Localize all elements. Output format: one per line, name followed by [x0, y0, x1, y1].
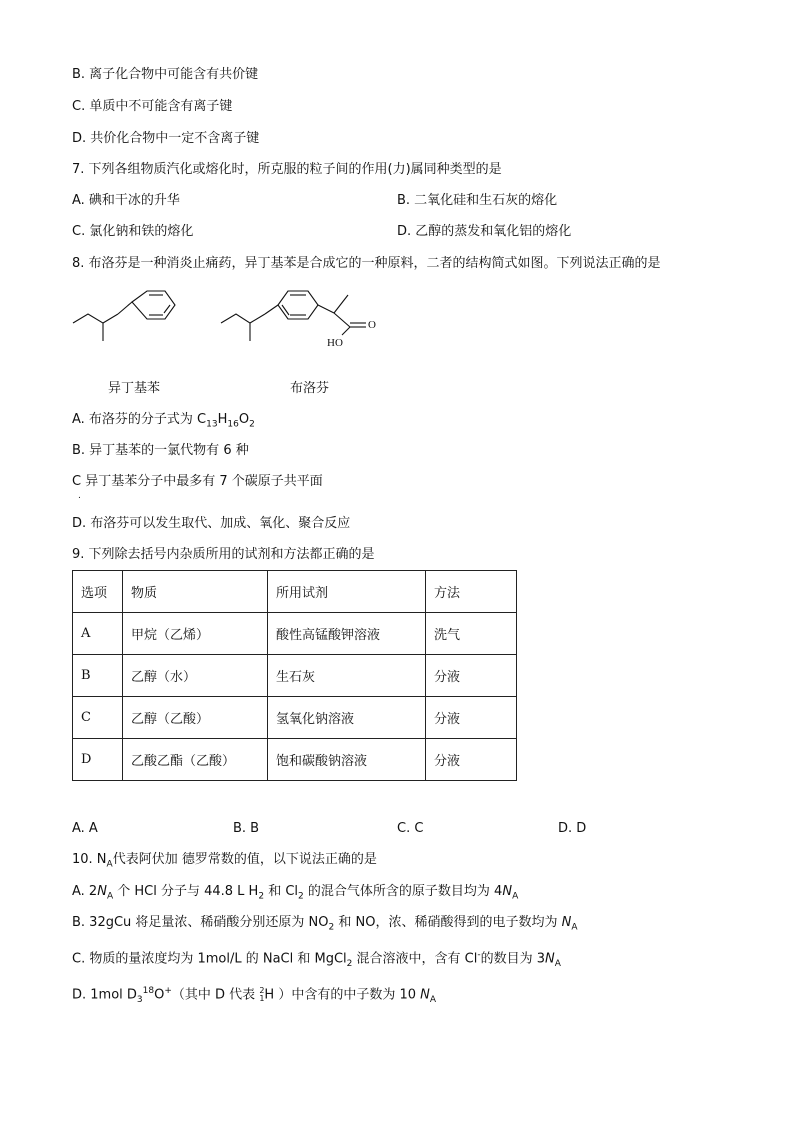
table-row — [73, 739, 517, 781]
q10-d-part: 18 — [142, 986, 155, 996]
q9-table — [72, 570, 517, 781]
q10-d-part: （其中 D 代表 — [171, 987, 260, 1003]
q10-d-part: 3 — [136, 994, 143, 1005]
q6-option-c: C. 单质中不可能含有离子键 — [72, 99, 233, 114]
q10-a-part: 的混合气体所含的原子数目均为 4 — [303, 884, 503, 899]
q10-b-part: N — [561, 915, 572, 930]
cell-option: B — [73, 655, 123, 697]
q10-d-mass-number: 2 — [259, 985, 265, 995]
cell-substance: 乙醇（乙酸） — [123, 697, 268, 739]
q8-a-text: A. 布洛芬的分子式为 C — [72, 412, 207, 427]
isobutylbenzene-structure — [73, 291, 175, 341]
q8-a-h: H — [217, 412, 228, 427]
q10-d-part: D. 1mol D — [72, 987, 137, 1003]
q10-a-part: 2 — [258, 891, 265, 902]
q7-option-b: B. 二氧化硅和生石灰的熔化 — [397, 193, 558, 208]
q10-b-part: 2 — [328, 922, 335, 933]
q7-option-a: A. 碘和干冰的升华 — [72, 193, 180, 208]
table-header-row — [73, 571, 517, 613]
q9-stem: 9. 下列除去括号内杂质所用的试剂和方法都正确的是 — [72, 547, 375, 562]
cell-reagent: 饱和碳酸钠溶液 — [268, 739, 426, 781]
cell-substance: 乙醇（水） — [123, 655, 268, 697]
q6-option-d: D. 共价化合物中一定不含离子键 — [72, 131, 260, 146]
cell-method: 分液 — [426, 697, 517, 739]
q10-option-b — [72, 914, 578, 937]
q9-answer-b: B. B — [233, 821, 260, 836]
q10-stem — [72, 851, 377, 874]
q10-a-part: N — [502, 884, 513, 899]
q10-c-part: N — [545, 951, 555, 967]
q10-a-part: 个 HCl 分子与 44.8 L H — [113, 884, 259, 899]
q10-d-part: H ）中含有的中子数为 10 — [264, 987, 421, 1003]
structure-diagram — [68, 285, 398, 365]
q7-stem: 7. 下列各组物质汽化或熔化时，所克服的粒子间的作用(力)属同种类型的是 — [72, 162, 502, 177]
q10-a-part: 2 — [298, 891, 304, 902]
q8-option-d: D. 布洛芬可以发生取代、加成、氧化、聚合反应 — [72, 516, 351, 531]
cell-substance: 乙酸乙酯（乙酸） — [123, 739, 268, 781]
q6-option-b: B. 离子化合物中可能含有共价键 — [72, 67, 259, 82]
q10-c-part: - — [477, 950, 481, 960]
cell-substance: 甲烷（乙烯） — [123, 613, 268, 655]
cell-option: A — [73, 613, 123, 655]
q10-b-part: B. 32gCu 将足量浓、稀硝酸分别还原为 NO — [72, 915, 329, 930]
cell-method: 洗气 — [426, 613, 517, 655]
q9-answer-a: A. A — [72, 821, 98, 836]
header-method: 方法 — [426, 571, 517, 613]
q10-d-part: N — [420, 987, 430, 1003]
q9-answer-c: C. C — [397, 821, 424, 836]
q10-d-part: A — [429, 994, 437, 1005]
q10-a-part: A — [512, 891, 519, 902]
header-substance: 物质 — [123, 571, 268, 613]
cell-option: C — [73, 697, 123, 739]
cell-reagent: 氢氧化钠溶液 — [268, 697, 426, 739]
cell-method: 分液 — [426, 655, 517, 697]
q8-a-sub-c: 13 — [206, 419, 218, 430]
q10-b-part: A — [571, 922, 578, 933]
q8-a-sub-o: 2 — [249, 419, 255, 430]
q10-b-part: 和 NO，浓、稀硝酸得到的电子数均为 — [334, 915, 562, 930]
q10-stem-text: 代表阿伏加 德罗常数的值，以下说法正确的是 — [112, 852, 377, 867]
q10-option-a — [72, 883, 518, 906]
cell-method: 分液 — [426, 739, 517, 781]
ibuprofen-structure — [221, 291, 366, 341]
label-ibuprofen: 布洛芬 — [290, 381, 330, 396]
o-label: O — [368, 319, 376, 331]
table-row — [73, 655, 517, 697]
q10-c-part: 的数目为 3 — [480, 951, 546, 967]
q10-d-part: O — [154, 987, 165, 1003]
cell-reagent: 酸性高锰酸钾溶液 — [268, 613, 426, 655]
q8-stray-dot: . — [78, 491, 81, 501]
cell-option: D — [73, 739, 123, 781]
q10-option-d — [72, 982, 436, 1009]
q8-stem: 8. 布洛芬是一种消炎止痛药，异丁基苯是合成它的一种原料，二者的结构简式如图。下列说法正确的是 — [72, 256, 661, 271]
q10-option-c — [72, 946, 561, 973]
q8-a-o: O — [238, 412, 250, 427]
q10-c-part: A — [554, 958, 561, 969]
q8-option-c: C 异丁基苯分子中最多有 7 个碳原子共平面 — [72, 474, 323, 489]
ho-label: HO — [327, 337, 343, 349]
q10-a-part: A. 2 — [72, 884, 98, 899]
cell-reagent: 生石灰 — [268, 655, 426, 697]
q10-d-atomic-number: 1 — [259, 993, 265, 1003]
header-reagent: 所用试剂 — [268, 571, 426, 613]
q10-c-part: 2 — [346, 958, 353, 969]
label-isobutylbenzene: 异丁基苯 — [108, 381, 161, 396]
q7-option-c: C. 氯化钠和铁的熔化 — [72, 224, 194, 239]
q10-stem-sub: A — [106, 859, 113, 870]
q10-d-part: + — [164, 986, 172, 996]
table-row — [73, 613, 517, 655]
header-option: 选项 — [73, 571, 123, 613]
q7-option-d: D. 乙醇的蒸发和氧化铝的熔化 — [397, 224, 572, 239]
q8-option-b: B. 异丁基苯的一氯代物有 6 种 — [72, 443, 249, 458]
q9-answer-d: D. D — [558, 821, 587, 836]
q10-c-part: 混合溶液中，含有 Cl — [352, 951, 478, 967]
q10-a-part: A — [106, 891, 114, 902]
q8-a-sub-h: 16 — [227, 419, 239, 430]
q10-stem-n: 10. N — [72, 852, 107, 867]
q10-a-part: 和 Cl — [264, 884, 299, 899]
q8-option-a — [72, 411, 255, 434]
q10-a-part: N — [97, 884, 107, 899]
table-row — [73, 697, 517, 739]
q10-c-part: C. 物质的量浓度均为 1mol/L 的 NaCl 和 MgCl — [72, 951, 347, 967]
